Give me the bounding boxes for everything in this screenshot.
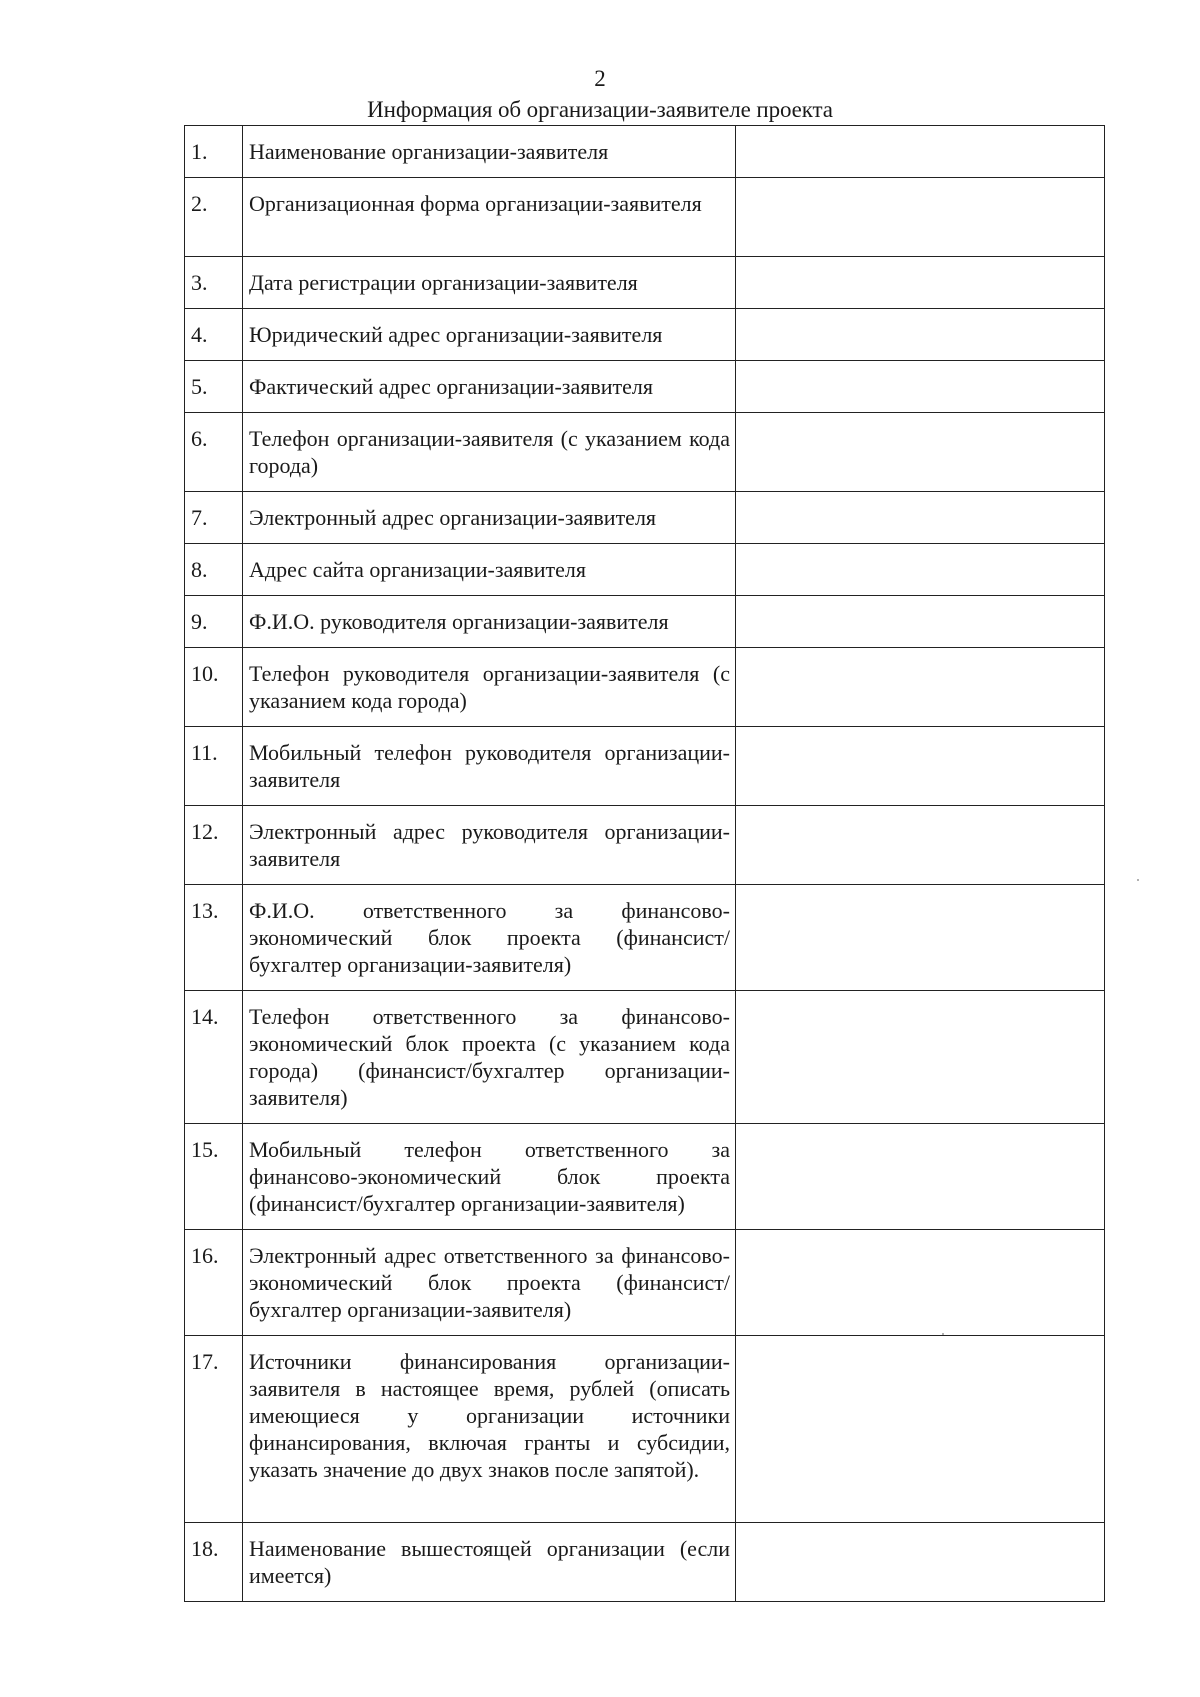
row-value-cell[interactable] [736, 1124, 1105, 1230]
row-value-cell[interactable] [736, 492, 1105, 544]
row-number: 4. [191, 322, 208, 347]
row-label-cell [243, 648, 736, 727]
row-value-cell[interactable] [736, 596, 1105, 648]
row-label-cell [243, 806, 736, 885]
table-row [185, 309, 1105, 361]
row-value-cell[interactable] [736, 126, 1105, 178]
row-label-cell [243, 309, 736, 361]
row-number-cell [185, 361, 243, 413]
row-label: Ф.И.О. руководителя организации-заявителя [249, 609, 669, 634]
row-number-cell [185, 126, 243, 178]
table-row [185, 648, 1105, 727]
row-number-cell [185, 727, 243, 806]
scan-speck [942, 1333, 944, 1335]
scan-speck [1137, 879, 1139, 881]
row-value-cell[interactable] [736, 727, 1105, 806]
row-number: 14. [191, 1004, 219, 1029]
row-label: Электронный адрес организации-заявителя [249, 505, 657, 530]
row-number-cell [185, 1336, 243, 1523]
row-label: Адрес сайта организации-заявителя [249, 557, 587, 582]
row-label-cell [243, 727, 736, 806]
row-label-cell [243, 178, 736, 257]
row-label-cell [243, 1336, 736, 1523]
row-label: Телефон руководителя организации-заявителя (с указанием кода города) [249, 661, 730, 713]
row-label: Наименование организации-заявителя [249, 139, 609, 164]
table-row [185, 727, 1105, 806]
row-label: Мобильный телефон руководителя организации-заявителя [249, 740, 730, 792]
row-label: Электронный адрес руководителя организации-заявителя [249, 819, 730, 871]
page-number: 2 [594, 66, 606, 91]
row-number-cell [185, 257, 243, 309]
row-number: 18. [191, 1536, 219, 1561]
row-value-cell[interactable] [736, 178, 1105, 257]
row-value-cell[interactable] [736, 1230, 1105, 1336]
row-label-cell [243, 1523, 736, 1602]
row-number-cell [185, 596, 243, 648]
row-number: 5. [191, 374, 208, 399]
row-label-cell [243, 361, 736, 413]
row-value-cell[interactable] [736, 1523, 1105, 1602]
row-number: 17. [191, 1349, 219, 1374]
row-label-cell [243, 257, 736, 309]
row-number-cell [185, 178, 243, 257]
row-number: 7. [191, 505, 208, 530]
row-number: 12. [191, 819, 219, 844]
row-label-cell [243, 885, 736, 991]
row-label: Юридический адрес организации-заявителя [249, 322, 663, 347]
row-label: Электронный адрес ответственного за финансово-экономический блок проекта (финансист/бухгалтер организации-заявителя) [249, 1243, 730, 1322]
row-number-cell [185, 885, 243, 991]
row-label: Ф.И.О. ответственного за финансово-экономический блок проекта (финансист/бухгалтер организации-заявителя) [249, 898, 730, 977]
row-number-cell [185, 309, 243, 361]
row-value-cell[interactable] [736, 544, 1105, 596]
table-row [185, 178, 1105, 257]
row-number-cell [185, 413, 243, 492]
row-number-cell [185, 991, 243, 1124]
row-value-cell[interactable] [736, 309, 1105, 361]
table-row [185, 1230, 1105, 1336]
table-row [185, 544, 1105, 596]
row-number-cell [185, 1523, 243, 1602]
organization-info-table [184, 125, 1105, 1602]
row-label-cell [243, 492, 736, 544]
row-value-cell[interactable] [736, 806, 1105, 885]
row-value-cell[interactable] [736, 257, 1105, 309]
row-number-cell [185, 648, 243, 727]
row-number: 2. [191, 191, 208, 216]
row-number: 16. [191, 1243, 219, 1268]
row-number: 6. [191, 426, 208, 451]
row-label: Дата регистрации организации-заявителя [249, 270, 638, 295]
row-label: Организационная форма организации-заявителя [249, 191, 702, 216]
row-label: Мобильный телефон ответственного за финансово-экономический блок проекта (финансист/бухгалтер организации-заявителя) [249, 1137, 730, 1216]
row-number: 9. [191, 609, 208, 634]
row-label-cell [243, 596, 736, 648]
row-number: 13. [191, 898, 219, 923]
row-number-cell [185, 492, 243, 544]
table-row [185, 126, 1105, 178]
row-label: Наименование вышестоящей организации (если имеется) [249, 1536, 730, 1588]
row-label: Телефон организации-заявителя (с указанием кода города) [249, 426, 730, 478]
table-row [185, 361, 1105, 413]
row-number-cell [185, 544, 243, 596]
table-row [185, 257, 1105, 309]
row-label: Телефон ответственного за финансово-экономический блок проекта (с указанием кода города) (финансист/бухгалтер организации-заявителя) [249, 1004, 730, 1110]
row-number-cell [185, 1124, 243, 1230]
row-number: 10. [191, 661, 219, 686]
row-label-cell [243, 1124, 736, 1230]
row-value-cell[interactable] [736, 885, 1105, 991]
row-label-cell [243, 544, 736, 596]
row-number: 15. [191, 1137, 219, 1162]
row-value-cell[interactable] [736, 648, 1105, 727]
table-row [185, 806, 1105, 885]
row-label-cell [243, 991, 736, 1124]
row-value-cell[interactable] [736, 413, 1105, 492]
row-number: 1. [191, 139, 208, 164]
table-row [185, 1336, 1105, 1523]
row-value-cell[interactable] [736, 1336, 1105, 1523]
row-value-cell[interactable] [736, 361, 1105, 413]
table-row [185, 991, 1105, 1124]
row-label-cell [243, 413, 736, 492]
document-title: Информация об организации-заявителе проекта [367, 97, 833, 122]
row-number: 11. [191, 740, 218, 765]
row-label-cell [243, 1230, 736, 1336]
row-number: 3. [191, 270, 208, 295]
row-label: Фактический адрес организации-заявителя [249, 374, 653, 399]
row-label-cell [243, 126, 736, 178]
row-label: Источники финансирования организации-заявителя в настоящее время, рублей (описать имеющиеся у организации источники финансирования, включая гранты и субсидии, указать значение до двух знаков после запятой). [249, 1349, 730, 1482]
table-body [185, 126, 1105, 1602]
table-row [185, 885, 1105, 991]
table-row [185, 1124, 1105, 1230]
table-row [185, 596, 1105, 648]
table-row [185, 1523, 1105, 1602]
row-value-cell[interactable] [736, 991, 1105, 1124]
row-number-cell [185, 806, 243, 885]
table-row [185, 413, 1105, 492]
table-row [185, 492, 1105, 544]
row-number-cell [185, 1230, 243, 1336]
row-number: 8. [191, 557, 208, 582]
